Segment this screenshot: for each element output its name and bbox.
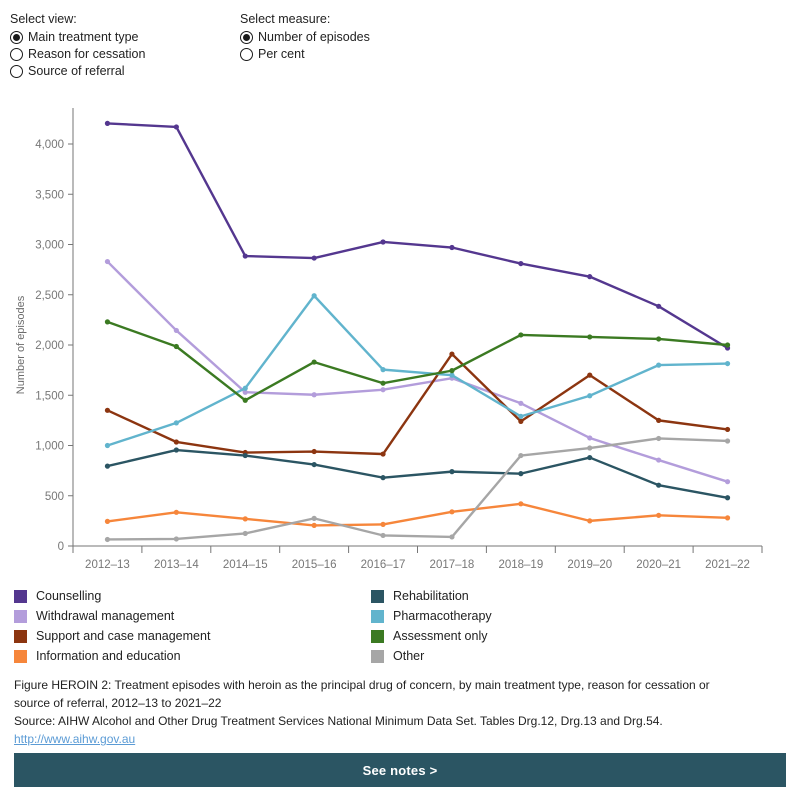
- data-point[interactable]: [449, 469, 454, 474]
- y-axis-tick-label: 3,500: [35, 189, 64, 202]
- x-axis-tick-label: 2014–15: [222, 559, 268, 571]
- caption-source: Source: AIHW Alcohol and Other Drug Treatment Services National Minimum Data Set. Tables Drg.12, Drg.13 and Drg.54.: [14, 714, 663, 728]
- data-point[interactable]: [518, 332, 523, 337]
- data-point[interactable]: [518, 471, 523, 476]
- data-point[interactable]: [449, 351, 454, 356]
- legend-column-left: [14, 586, 210, 666]
- legend-swatch-icon: [371, 650, 384, 663]
- series-line-information-and-education[interactable]: [107, 504, 727, 526]
- series-line-counselling[interactable]: [107, 123, 727, 348]
- data-point[interactable]: [312, 523, 317, 528]
- data-point[interactable]: [174, 344, 179, 349]
- data-point[interactable]: [587, 518, 592, 523]
- data-point[interactable]: [587, 373, 592, 378]
- legend-label: Information and education: [36, 648, 181, 663]
- data-point[interactable]: [725, 361, 730, 366]
- aihw-website-link[interactable]: http://www.aihw.gov.au: [14, 732, 136, 746]
- x-axis-tick-label: 2017–18: [429, 559, 475, 571]
- legend-label: Pharmacotherapy: [393, 608, 492, 623]
- x-axis-tick-label: 2019–20: [567, 559, 613, 571]
- data-point[interactable]: [105, 537, 110, 542]
- y-axis-tick-label: 1,500: [35, 390, 64, 403]
- select-measure-title: Select measure:: [240, 12, 331, 26]
- legend-swatch-icon: [371, 590, 384, 603]
- data-point[interactable]: [174, 447, 179, 452]
- data-point[interactable]: [312, 255, 317, 260]
- data-point[interactable]: [174, 510, 179, 515]
- data-point[interactable]: [174, 124, 179, 129]
- data-point[interactable]: [725, 427, 730, 432]
- series-line-rehabilitation[interactable]: [107, 450, 727, 498]
- data-point[interactable]: [174, 536, 179, 541]
- data-point[interactable]: [725, 495, 730, 500]
- legend-item-withdrawal-management[interactable]: [14, 606, 210, 626]
- data-point[interactable]: [105, 464, 110, 469]
- data-point[interactable]: [518, 261, 523, 266]
- data-point[interactable]: [587, 274, 592, 279]
- legend-item-rehabilitation[interactable]: [371, 586, 492, 606]
- y-axis-title: Number of episodes: [15, 295, 27, 395]
- data-point[interactable]: [105, 259, 110, 264]
- data-point[interactable]: [312, 462, 317, 467]
- radio-label: Per cent: [258, 47, 305, 61]
- data-point[interactable]: [380, 522, 385, 527]
- radio-indicator[interactable]: [240, 48, 253, 61]
- series-line-support-and-case-management[interactable]: [107, 354, 727, 454]
- legend-item-information-and-education[interactable]: [14, 646, 210, 666]
- data-point[interactable]: [312, 293, 317, 298]
- radio-number-of-episodes[interactable]: [240, 29, 370, 46]
- data-point[interactable]: [105, 519, 110, 524]
- data-point[interactable]: [725, 479, 730, 484]
- data-point[interactable]: [380, 381, 385, 386]
- y-axis-tick-label: 0: [57, 541, 64, 553]
- radio-main-treatment-type[interactable]: [10, 29, 145, 46]
- x-axis-tick-label: 2015–16: [291, 559, 337, 571]
- data-point[interactable]: [518, 419, 523, 424]
- radio-label: Reason for cessation: [28, 47, 146, 61]
- data-point[interactable]: [518, 401, 523, 406]
- radio-indicator[interactable]: [10, 31, 23, 44]
- data-point[interactable]: [449, 368, 454, 373]
- y-axis-tick-label: 2,500: [35, 289, 64, 302]
- data-point[interactable]: [656, 457, 661, 462]
- x-axis-tick-label: 2013–14: [153, 559, 199, 571]
- legend-swatch-icon: [14, 650, 27, 663]
- series-line-assessment-only[interactable]: [107, 322, 727, 400]
- data-point[interactable]: [312, 392, 317, 397]
- y-axis-tick-label: 2,000: [35, 340, 64, 352]
- data-point[interactable]: [587, 435, 592, 440]
- radio-reason-for-cessation[interactable]: [10, 46, 145, 63]
- radio-label: Main treatment type: [28, 30, 139, 44]
- chart-legend: [0, 586, 800, 668]
- legend-swatch-icon: [371, 630, 384, 643]
- x-axis-tick-label: 2018–19: [498, 559, 544, 571]
- data-point[interactable]: [587, 455, 592, 460]
- data-point[interactable]: [174, 439, 179, 444]
- legend-label: Withdrawal management: [36, 608, 175, 623]
- data-point[interactable]: [105, 121, 110, 126]
- y-axis-tick-label: 1,000: [35, 440, 64, 453]
- see-notes-button[interactable]: See notes >: [14, 753, 786, 787]
- data-point[interactable]: [449, 245, 454, 250]
- data-point[interactable]: [105, 443, 110, 448]
- y-axis-tick-label: 3,000: [35, 239, 64, 252]
- legend-label: Rehabilitation: [393, 588, 469, 603]
- data-point[interactable]: [312, 516, 317, 521]
- radio-indicator[interactable]: [240, 31, 253, 44]
- data-point[interactable]: [243, 516, 248, 521]
- legend-swatch-icon: [14, 590, 27, 603]
- data-point[interactable]: [243, 531, 248, 536]
- data-point[interactable]: [380, 387, 385, 392]
- caption-line-1: Figure HEROIN 2: Treatment episodes with heroin as the principal drug of concern, by main treatment type, reason for cessation or: [14, 678, 710, 692]
- data-point[interactable]: [243, 398, 248, 403]
- data-point[interactable]: [243, 386, 248, 391]
- series-line-other[interactable]: [107, 438, 727, 539]
- line-chart: [0, 92, 800, 582]
- data-point[interactable]: [380, 533, 385, 538]
- data-point[interactable]: [449, 534, 454, 539]
- legend-swatch-icon: [371, 610, 384, 623]
- y-axis-tick-label: 4,000: [35, 139, 64, 151]
- legend-item-counselling[interactable]: [14, 586, 210, 606]
- data-point[interactable]: [380, 451, 385, 456]
- data-point[interactable]: [587, 334, 592, 339]
- radio-indicator[interactable]: [10, 48, 23, 61]
- legend-label: Assessment only: [393, 628, 488, 643]
- caption-line-2: source of referral, 2012–13 to 2021–22: [14, 696, 222, 710]
- legend-column-right: [371, 586, 492, 666]
- data-point[interactable]: [174, 328, 179, 333]
- data-point[interactable]: [105, 408, 110, 413]
- select-view-title: Select view:: [10, 12, 77, 26]
- figure-caption: [14, 676, 786, 748]
- radio-source-of-referral[interactable]: [10, 63, 145, 80]
- radio-label: Number of episodes: [258, 30, 370, 44]
- y-axis-tick-label: 500: [44, 490, 64, 503]
- data-point[interactable]: [656, 304, 661, 309]
- data-point[interactable]: [312, 359, 317, 364]
- data-point[interactable]: [725, 342, 730, 347]
- data-point[interactable]: [656, 483, 661, 488]
- data-point[interactable]: [656, 363, 661, 368]
- data-point[interactable]: [587, 393, 592, 398]
- x-axis-tick-label: 2021–22: [705, 559, 750, 571]
- legend-item-support-and-case-management[interactable]: [14, 626, 210, 646]
- x-axis-tick-label: 2012–13: [85, 559, 130, 571]
- data-point[interactable]: [656, 336, 661, 341]
- data-point[interactable]: [725, 515, 730, 520]
- radio-per-cent[interactable]: [240, 46, 370, 63]
- legend-label: Support and case management: [36, 628, 211, 643]
- data-point[interactable]: [449, 373, 454, 378]
- radio-label: Source of referral: [28, 64, 125, 78]
- legend-label: Counselling: [36, 588, 102, 603]
- x-axis-tick-label: 2016–17: [360, 559, 406, 571]
- data-point[interactable]: [518, 414, 523, 419]
- series-line-pharmacotherapy[interactable]: [107, 296, 727, 446]
- data-point[interactable]: [174, 420, 179, 425]
- data-point[interactable]: [518, 453, 523, 458]
- data-point[interactable]: [725, 438, 730, 443]
- data-point[interactable]: [380, 475, 385, 480]
- legend-item-assessment-only[interactable]: [371, 626, 492, 646]
- legend-item-pharmacotherapy[interactable]: [371, 606, 492, 626]
- select-view-group: [10, 12, 145, 80]
- data-point[interactable]: [380, 367, 385, 372]
- chart-canvas: [0, 92, 800, 582]
- data-point[interactable]: [380, 239, 385, 244]
- data-point[interactable]: [656, 418, 661, 423]
- data-point[interactable]: [518, 501, 523, 506]
- data-point[interactable]: [449, 509, 454, 514]
- legend-swatch-icon: [14, 610, 27, 623]
- data-point[interactable]: [243, 253, 248, 258]
- controls-panel: [0, 0, 800, 92]
- legend-swatch-icon: [14, 630, 27, 643]
- data-point[interactable]: [312, 449, 317, 454]
- x-axis-tick-label: 2020–21: [636, 559, 682, 571]
- data-point[interactable]: [656, 436, 661, 441]
- radio-indicator[interactable]: [10, 65, 23, 78]
- data-point[interactable]: [587, 445, 592, 450]
- legend-label: Other: [393, 648, 425, 663]
- legend-item-other[interactable]: [371, 646, 492, 666]
- select-measure-group: [240, 12, 370, 63]
- data-point[interactable]: [243, 453, 248, 458]
- data-point[interactable]: [656, 513, 661, 518]
- data-point[interactable]: [105, 319, 110, 324]
